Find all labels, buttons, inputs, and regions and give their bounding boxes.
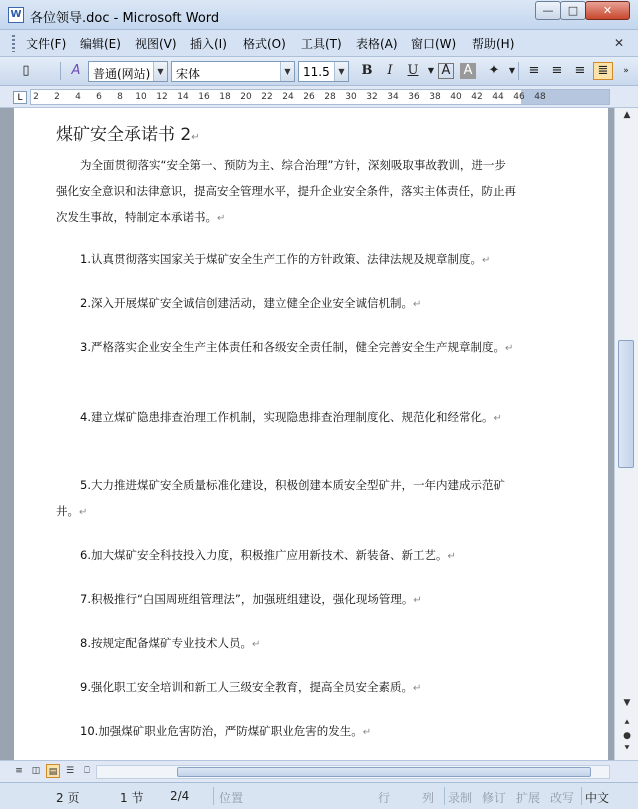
ruler-bar [0,86,638,108]
outline-view-icon[interactable]: ☰ [65,766,75,776]
horizontal-scrollbar[interactable] [96,765,610,779]
reading-layout-icon[interactable]: ⎕ [84,766,90,776]
ruler-tick-label: 38 [429,92,441,102]
minimize-button[interactable]: — [535,1,561,20]
scroll-up-arrow-icon[interactable]: ▲ [623,110,631,120]
intro-paragraph: 为全面贯彻落实“安全第一、预防为主、综合治理”方针，深刻吸取事故教训，进一步强化安全意识和法律意识，提高安全管理水平，提升企业安全条件，落实主体责任，防止再次发生事故，特制定本承诺书。↵ [56,158,516,224]
italic-button[interactable]: I [387,63,393,78]
status-page-of: 2/4 [170,789,190,803]
ruler-tick-label: 42 [471,92,483,102]
ruler-tick-label: 40 [450,92,462,102]
ruler-tick-label: 14 [177,92,189,102]
previous-page-icon[interactable]: ⯅ [623,718,631,728]
vertical-scrollbar[interactable] [614,108,638,760]
chevron-down-icon[interactable]: ▼ [280,62,294,81]
ruler-tick-label: 44 [492,92,504,102]
menu-tools[interactable]: 工具(T) [301,37,342,51]
font-color-button[interactable]: A [438,63,454,79]
list-item: 10.加强煤矿职业危害防治，严防煤矿职业危害的发生。↵ [80,724,372,738]
underline-options-chevron-icon[interactable]: ▼ [427,66,435,75]
scroll-down-arrow-icon[interactable]: ▼ [623,698,631,708]
ruler-tick-label: 22 [261,92,273,102]
style-select[interactable] [88,61,168,82]
chevron-down-icon[interactable]: ▼ [334,62,348,81]
document-page[interactable] [14,108,608,760]
close-document-button[interactable]: ✕ [614,36,625,50]
menu-edit[interactable]: 编辑(E) [80,37,121,51]
status-section: 1 节 [120,791,144,805]
menu-grip-handle[interactable] [12,35,15,52]
distributed-align-icon[interactable]: ≣ [593,62,613,80]
status-page: 2 页 [56,791,80,805]
horizontal-ruler[interactable] [30,89,610,105]
print-layout-icon[interactable]: ▤ [46,764,60,778]
status-record[interactable]: 录制 [448,791,473,805]
list-item: 8.按规定配备煤矿专业技术人员。↵ [80,636,261,650]
ruler-tick-label: 2 [33,92,39,102]
text-effects-chevron-icon[interactable]: ▼ [508,66,516,75]
ruler-tick-label: 46 [513,92,525,102]
ruler-tick-label: 36 [408,92,420,102]
chevron-down-icon[interactable]: ▼ [153,62,167,81]
new-document-icon[interactable]: ▯ [22,63,30,78]
list-item: 4.建立煤矿隐患排查治理工作机制，实现隐患排查治理制度化、规范化和经常化。↵ [80,410,502,424]
menu-file[interactable]: 文件(F) [26,37,67,51]
align-justify-icon[interactable]: ≡ [528,63,540,78]
maximize-button[interactable]: □ [560,1,586,20]
list-item: 7.积极推行“白国周班组管理法”，加强班组建设，强化现场管理。↵ [80,592,422,606]
ruler-tick-label: 8 [117,92,123,102]
menu-view[interactable]: 视图(V) [135,37,177,51]
horizontal-scroll-thumb[interactable] [177,767,591,777]
list-item: 9.强化职工安全培训和新工人三级安全教育，提高全员安全素质。↵ [80,680,422,694]
bold-button[interactable]: B [361,63,373,78]
menu-window[interactable]: 窗口(W) [411,37,457,51]
ruler-tick-label: 30 [345,92,357,102]
align-center-icon[interactable]: ≡ [551,63,563,78]
text-effects-icon[interactable]: ✦ [488,63,500,78]
font-select[interactable] [171,61,295,82]
select-browse-object-icon[interactable]: ● [623,731,631,741]
list-item: 1.认真贯彻落实国家关于煤矿安全生产工作的方针政策、法律法规及规章制度。↵ [80,252,491,266]
ruler-tick-label: 6 [96,92,102,102]
web-layout-icon[interactable]: ◫ [31,766,41,776]
underline-button[interactable]: U [407,63,419,78]
ruler-tick-label: 34 [387,92,399,102]
toolbar-separator [60,62,61,80]
document-title: 煤矿安全承诺书 2↵ [56,125,200,145]
ruler-tick-label: 28 [324,92,336,102]
status-column: 列 [422,791,435,805]
status-bar [0,782,638,809]
word-app-icon[interactable]: W [8,7,24,23]
view-bar [0,760,638,782]
status-language: 中文 [585,791,610,805]
ruler-tick-label: 20 [240,92,252,102]
next-page-icon[interactable]: ⯆ [623,744,631,754]
styles-pane-icon[interactable]: A [71,63,81,78]
ruler-tick-label: 48 [534,92,546,102]
window-title: 各位领导.doc - Microsoft Word [30,11,220,26]
ruler-tick-label: 26 [303,92,315,102]
status-overtype[interactable]: 改写 [550,791,575,805]
ruler-tick-label: 16 [198,92,210,102]
list-item: 3.严格落实企业安全生产主体责任和各级安全责任制，健全完善安全生产规章制度。↵ [80,340,514,354]
font-size-select[interactable] [298,61,349,82]
status-line: 行 [378,791,391,805]
list-item: 6.加大煤矿安全科技投入力度，积极推广应用新技术、新装备、新工艺。↵ [80,548,456,562]
ruler-tick-label: 32 [366,92,378,102]
menu-help[interactable]: 帮助(H) [472,37,515,51]
align-right-icon[interactable]: ≡ [574,63,586,78]
title-bar [0,0,638,30]
list-item: 2.深入开展煤矿安全诚信创建活动，建立健全企业安全诚信机制。↵ [80,296,422,310]
ruler-tick-label: 18 [219,92,231,102]
character-shading-button[interactable]: A [460,63,476,79]
font-size-value: 11.5 [303,65,330,79]
menu-insert[interactable]: 插入(I) [190,37,227,51]
list-item: 5.大力推进煤矿安全质量标准化建设，积极创建本质安全型矿井，一年内建成示范矿井。↵ [56,478,505,518]
document-area[interactable] [0,108,614,760]
font-value: 宋体 [176,67,201,81]
vertical-scroll-thumb[interactable] [618,340,634,468]
toolbar-overflow-icon[interactable]: » [623,66,629,76]
toolbar-separator [518,62,519,80]
status-track-changes[interactable]: 修订 [482,791,507,805]
style-value: 普通(网站) [93,67,151,81]
ruler-tick-label: 10 [135,92,147,102]
ruler-tick-label: 2 [54,92,60,102]
status-position: 位置 [219,791,244,805]
formatting-toolbar [0,57,638,86]
menu-format[interactable]: 格式(O) [243,37,286,51]
menu-bar [0,30,638,57]
menu-table[interactable]: 表格(A) [356,37,398,51]
ruler-tick-label: 12 [156,92,168,102]
close-window-button[interactable]: ✕ [585,1,630,20]
ruler-tick-label: 24 [282,92,294,102]
tab-stop-selector[interactable]: L [13,91,27,104]
normal-view-icon[interactable]: ≡ [15,766,23,776]
status-extend[interactable]: 扩展 [516,791,541,805]
ruler-tick-label: 4 [75,92,81,102]
